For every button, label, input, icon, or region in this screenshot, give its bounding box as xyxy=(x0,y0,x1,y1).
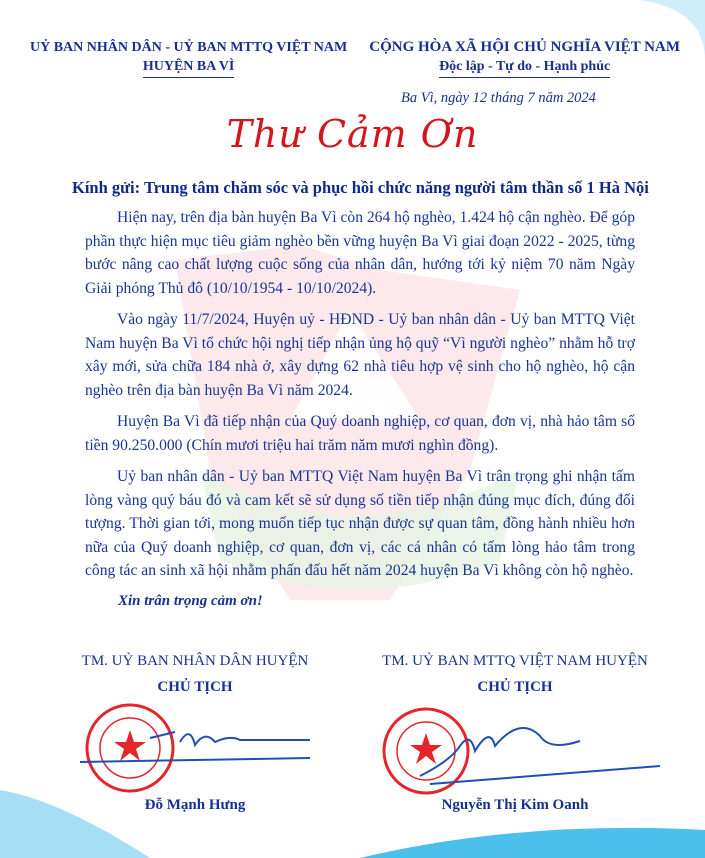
letter-title: Thư Cảm Ơn xyxy=(226,112,479,156)
issuer-name: UỶ BAN NHÂN DÂN - UỶ BAN MTTQ VIỆT NAM xyxy=(30,40,348,55)
signer-name: Nguyễn Thị Kim Oanh xyxy=(441,797,589,813)
signer-name: Đỗ Mạnh Hưng xyxy=(144,797,246,813)
signer-role: CHỦ TỊCH xyxy=(477,679,553,695)
paragraph: Vào ngày 11/7/2024, Huyện uỷ - HĐND - Uỷ ban nhân dân - Uỷ ban MTTQ Việt Nam huyện Ba Vì tổ chức hội nghị tiếp nhận ủng hộ quỹ “Vì người nghèo” nhằm hỗ trợ xây mới, sửa chữa 184 nhà ở, xây dựng 62 nhà tiêu hợp vệ sinh cho hộ nghèo, hộ cận nghèo trên địa bàn huyện Ba Vì năm 2024. xyxy=(85,311,635,399)
national-block xyxy=(369,38,680,78)
document-date: Ba Vì, ngày 12 tháng 7 năm 2024 xyxy=(401,90,596,106)
paragraph: Huyện Ba Vì đã tiếp nhận của Quý doanh nghiệp, cơ quan, đơn vị, nhà hảo tâm số tiền 90.250.000 (Chín mươi triệu hai trăm năm mươi nghìn đồng). xyxy=(85,413,635,454)
letter-body xyxy=(85,206,635,610)
signer-role: CHỦ TỊCH xyxy=(157,679,233,695)
issuer-district: HUYỆN BA VÌ xyxy=(143,57,235,78)
signature-2 xyxy=(420,728,660,784)
signer-org: TM. UỶ BAN NHÂN DÂN HUYỆN xyxy=(81,653,309,669)
signer-org: TM. UỶ BAN MTTQ VIỆT NAM HUYỆN xyxy=(382,653,648,669)
recipient: Kính gửi: Trung tâm chăm sóc và phục hồi chức năng người tâm thần số 1 Hà Nội xyxy=(72,178,649,197)
national-title: CỘNG HÒA XÃ HỘI CHỦ NGHĨA VIỆT NAM xyxy=(369,39,680,55)
national-motto: Độc lập - Tự do - Hạnh phúc xyxy=(439,57,610,78)
issuer-block xyxy=(30,38,347,78)
signature-1 xyxy=(80,732,310,762)
closing: Xin trân trọng cảm ơn! xyxy=(118,592,263,609)
official-stamp-1 xyxy=(80,700,310,800)
document-header xyxy=(30,38,680,78)
official-stamp-2 xyxy=(380,706,680,796)
paragraph: Hiện nay, trên địa bàn huyện Ba Vì còn 264 hộ nghèo, 1.424 hộ cận nghèo. Để góp phần thực hiện mục tiêu giảm nghèo bền vững huyện Ba Vì giai đoạn 2022 - 2025, từng bước nâng cao chất lượng cuộc sống của nhân dân, hướng tới kỷ niệm 70 năm Ngày Giải phóng Thủ đô (10/10/1954 - 10/10/2024). xyxy=(85,209,635,297)
paragraph: Uỷ ban nhân dân - Uỷ ban MTTQ Việt Nam huyện Ba Vì trân trọng ghi nhận tấm lòng vàng quý báu đó và cam kết sẽ sử dụng số tiền tiếp nhận đúng mục đích, đúng đối tượng. Thời gian tới, mong muốn tiếp tục nhận được sự quan tâm, đồng hành nhiều hơn nữa của Quý doanh nghiệp, cơ quan, đơn vị, các cá nhân có tấm lòng hảo tâm trong công tác an sinh xã hội nhằm phấn đấu hết năm 2024 huyện Ba Vì không còn hộ nghèo. xyxy=(85,468,635,579)
